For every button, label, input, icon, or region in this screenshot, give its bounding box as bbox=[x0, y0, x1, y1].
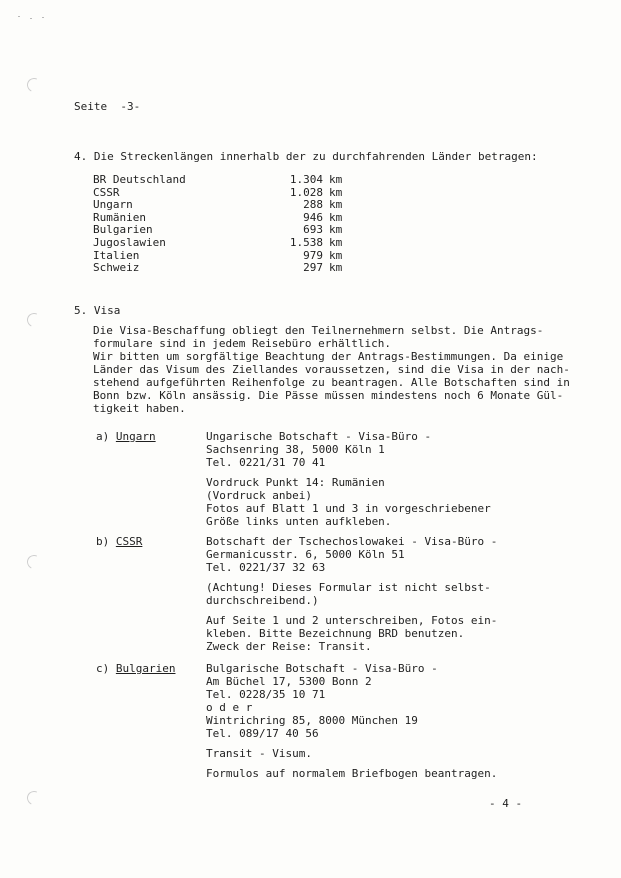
detail-line: Tel. 0228/35 10 71 bbox=[206, 688, 326, 701]
next-page-marker: - 4 - bbox=[489, 797, 523, 810]
scan-speck bbox=[18, 16, 20, 17]
detail-line: Am Büchel 17, 5300 Bonn 2 bbox=[206, 675, 372, 688]
visa-item-cssr bbox=[96, 535, 497, 653]
distance-row bbox=[93, 237, 342, 250]
visa-item-bulgarien bbox=[96, 662, 497, 780]
visa-item-details bbox=[206, 535, 497, 653]
distance-value: 693 bbox=[303, 223, 323, 237]
distance-value: 288 bbox=[303, 198, 323, 212]
punch-hole-mark bbox=[25, 553, 43, 571]
paragraph-line: stehend aufgeführten Reihenfolge zu beantragen. Alle Botschaften sind in bbox=[93, 376, 570, 389]
distance-value: 1.028 bbox=[289, 185, 323, 199]
paragraph-line: Bonn bzw. Köln ansässig. Die Pässe müssen mindestens noch 6 Monate Gül- bbox=[93, 389, 564, 402]
distance-table bbox=[93, 174, 342, 275]
distance-value: 979 bbox=[303, 248, 323, 262]
country-name: CSSR bbox=[93, 185, 120, 199]
detail-line: Wintrichring 85, 8000 München 19 bbox=[206, 714, 418, 727]
scan-speck bbox=[42, 17, 44, 18]
scan-speck bbox=[30, 18, 32, 19]
distance-unit: km bbox=[329, 248, 343, 262]
detail-line: Sachsenring 38, 5000 Köln 1 bbox=[206, 443, 385, 456]
detail-line: Vordruck Punkt 14: Rumänien bbox=[206, 476, 385, 489]
distance-row bbox=[93, 174, 342, 187]
punch-hole-mark bbox=[25, 789, 43, 807]
detail-line: kleben. Bitte Bezeichnung BRD benutzen. bbox=[206, 627, 465, 640]
paragraph-line: tigkeit haben. bbox=[93, 402, 186, 415]
distance-unit: km bbox=[329, 223, 343, 237]
country-name: Jugoslawien bbox=[93, 235, 166, 249]
detail-line: o d e r bbox=[206, 701, 253, 714]
distance-value: 1.538 bbox=[289, 235, 323, 249]
visa-item-label: a) Ungarn bbox=[96, 430, 156, 443]
country-name: BR Deutschland bbox=[93, 173, 186, 186]
distance-unit: km bbox=[329, 210, 343, 224]
visa-item-ungarn bbox=[96, 430, 491, 528]
detail-line: Botschaft der Tschechoslowakei - Visa-Büro - bbox=[206, 535, 498, 548]
distance-value: 946 bbox=[303, 210, 323, 224]
punch-hole-mark bbox=[25, 311, 43, 329]
detail-line: Transit - Visum. bbox=[206, 747, 312, 760]
paragraph-line: formulare sind in jedem Reisebüro erhältlich. bbox=[93, 337, 392, 350]
country-name: Ungarn bbox=[93, 198, 133, 212]
page-number-header: Seite -3- bbox=[74, 100, 141, 113]
distance-row bbox=[93, 262, 342, 275]
distance-unit: km bbox=[329, 235, 343, 249]
detail-line: Formulos auf normalem Briefbogen beantragen. bbox=[206, 767, 498, 780]
country-name: Schweiz bbox=[93, 261, 140, 275]
country-name: Bulgarien bbox=[93, 223, 153, 237]
detail-line: Germanicusstr. 6, 5000 Köln 51 bbox=[206, 548, 405, 561]
visa-item-label: c) Bulgarien bbox=[96, 662, 176, 675]
paragraph-line: Wir bitten um sorgfältige Beachtung der Antrags-Bestimmungen. Da einige bbox=[93, 350, 564, 363]
detail-line: (Achtung! Dieses Formular ist nicht selbst- bbox=[206, 581, 491, 594]
paragraph-line: Die Visa-Beschaffung obliegt den Teilnernehmern selbst. Die Antrags- bbox=[93, 324, 544, 337]
detail-line: durchschreibend.) bbox=[206, 594, 319, 607]
detail-line: Tel. 0221/31 70 41 bbox=[206, 456, 326, 469]
detail-line: Tel. 0221/37 32 63 bbox=[206, 561, 326, 574]
section-4-heading: 4. Die Streckenlängen innerhalb der zu durchfahrenden Länder betragen: bbox=[74, 150, 538, 163]
distance-row bbox=[93, 199, 342, 212]
detail-line: Zweck der Reise: Transit. bbox=[206, 640, 372, 653]
distance-unit: km bbox=[329, 173, 343, 186]
visa-paragraph bbox=[93, 324, 570, 415]
visa-item-details bbox=[206, 662, 497, 780]
distance-unit: km bbox=[329, 261, 343, 275]
distance-value: 1.304 bbox=[289, 173, 323, 186]
detail-line: Bulgarische Botschaft - Visa-Büro - bbox=[206, 662, 438, 675]
country-name: Rumänien bbox=[93, 210, 146, 224]
country-name: Italien bbox=[93, 248, 140, 262]
country-label: Ungarn bbox=[115, 430, 156, 443]
section-5-heading: 5. Visa bbox=[74, 304, 121, 317]
distance-unit: km bbox=[329, 185, 343, 199]
detail-line: Tel. 089/17 40 56 bbox=[206, 727, 319, 740]
detail-line: Ungarische Botschaft - Visa-Büro - bbox=[206, 430, 432, 443]
visa-item-details bbox=[206, 430, 491, 528]
paragraph-line: Länder das Visum des Ziellandes voraussetzen, sind die Visa in der nach- bbox=[93, 363, 570, 376]
detail-line: Fotos auf Blatt 1 und 3 in vorgeschriebener bbox=[206, 502, 491, 515]
visa-item-label: b) CSSR bbox=[96, 535, 143, 548]
distance-value: 297 bbox=[303, 261, 323, 275]
detail-line: (Vordruck anbei) bbox=[206, 489, 312, 502]
distance-unit: km bbox=[329, 198, 343, 212]
punch-hole-mark bbox=[25, 76, 43, 94]
country-label: CSSR bbox=[115, 535, 143, 548]
detail-line: Größe links unten aufkleben. bbox=[206, 515, 392, 528]
country-label: Bulgarien bbox=[115, 662, 176, 675]
detail-line: Auf Seite 1 und 2 unterschreiben, Fotos ein- bbox=[206, 614, 498, 627]
